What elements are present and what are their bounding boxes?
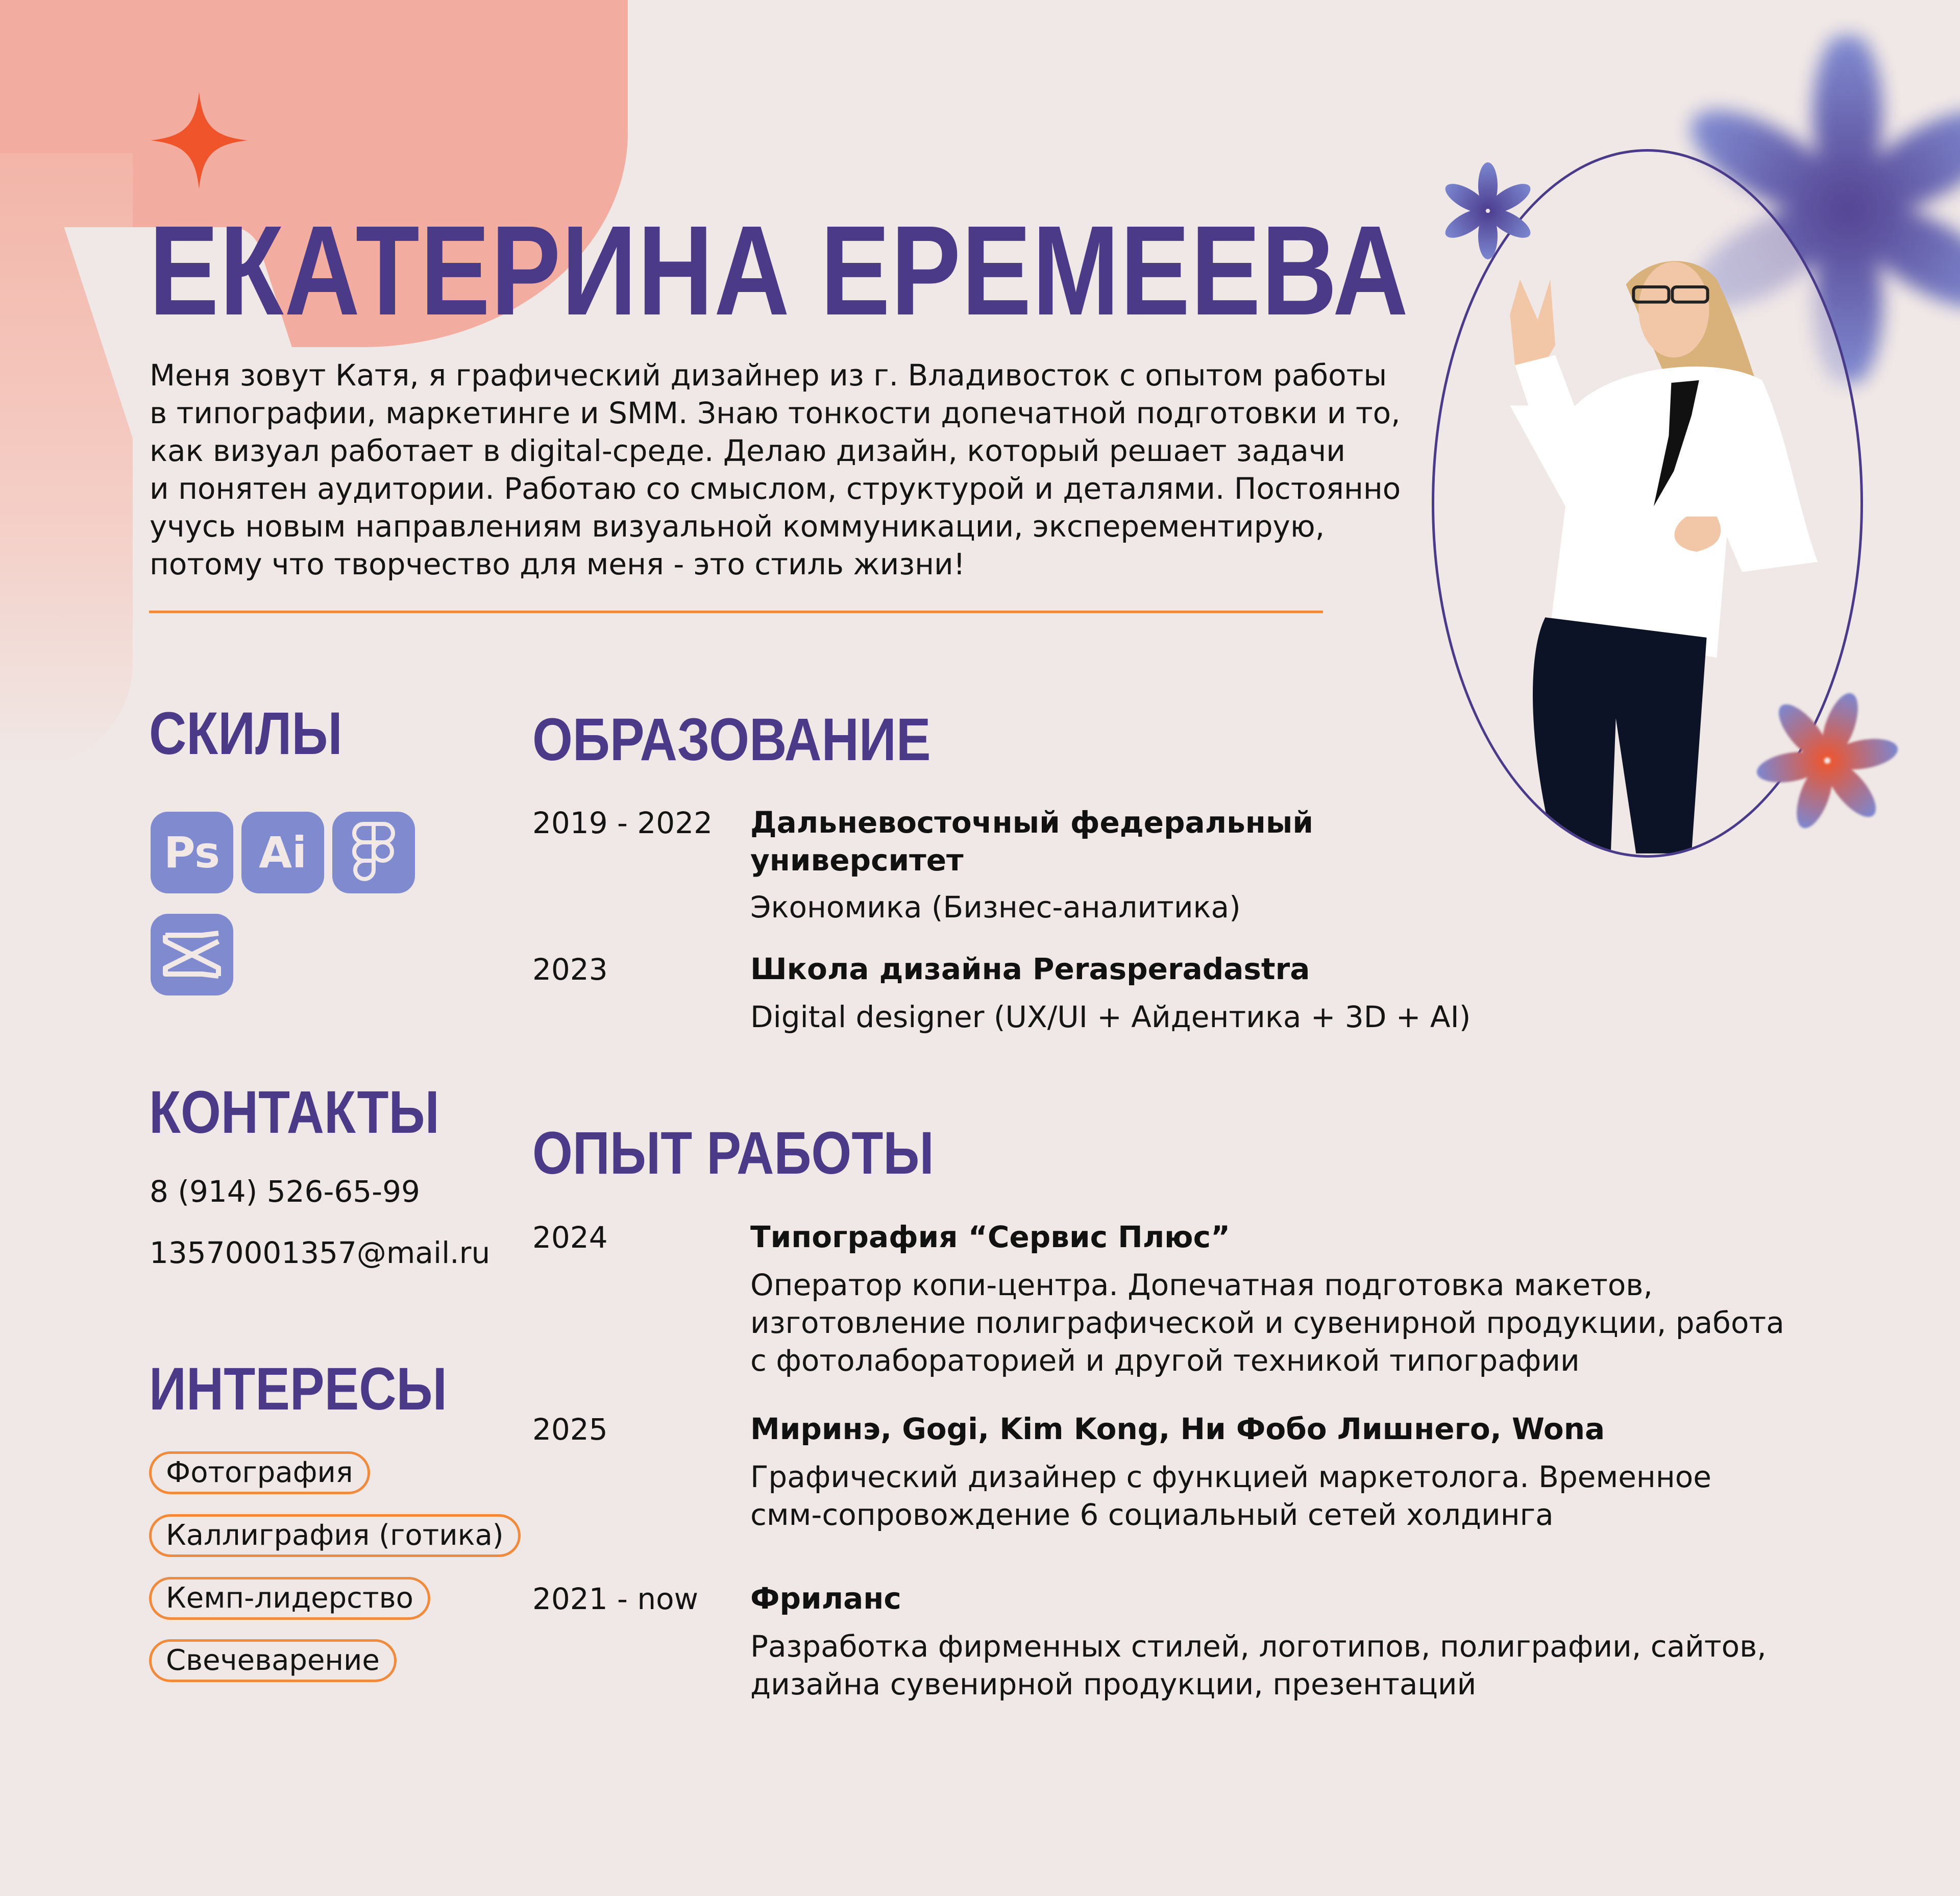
about-line: как визуал работает в digital-среде. Делаю дизайн, который решает задачи — [150, 433, 1345, 468]
candidate-name: ЕКАТЕРИНА ЕРЕМЕЕВА — [149, 199, 1409, 342]
orange-flower-icon — [1756, 684, 1899, 837]
education-years: 2019 - 2022 — [532, 806, 713, 840]
skills-title: СКИЛЫ — [149, 700, 342, 767]
interests-title: ИНТЕРЕСЫ — [149, 1355, 447, 1423]
education-program: Экономика (Бизнес-аналитика) — [750, 890, 1241, 925]
experience-description: Графический дизайнер с функцией маркетолога. Временное смм-сопровождение 6 социальный сетей холдинга — [750, 1460, 1711, 1532]
experience-company: Миринэ, Gogi, Kim Kong, Ни Фобо Лишнего, Wona — [750, 1412, 1605, 1446]
photoshop-icon: Ps — [151, 812, 233, 893]
about-line: потому что творчество для меня - это стиль жизни! — [150, 547, 965, 581]
about-line: Меня зовут Катя, я графический дизайнер из г. Владивосток с опытом работы — [150, 358, 1387, 393]
experience-description: Оператор копи-центра. Допечатная подготовка макетов, изготовление полиграфической и сувенирной продукции, работа с фотолабораторией и другой техникой типографии — [750, 1268, 1784, 1378]
illustrator-icon: Ai — [241, 812, 324, 893]
about-line: учусь новым направлениям визуальной коммуникации, эксперементирую, — [150, 509, 1325, 544]
interest-tag: Каллиграфия (готика) — [149, 1514, 521, 1557]
flower-icon — [1439, 162, 1536, 259]
experience-title: ОПЫТ РАБОТЫ — [532, 1120, 934, 1187]
about-line: и понятен аудитории. Работаю со смыслом, структурой и деталями. Постоянно — [150, 471, 1401, 506]
sparkle-icon — [151, 92, 248, 189]
education-institution: Школа дизайна Perasperadastra — [750, 952, 1310, 986]
figma-icon — [332, 812, 415, 893]
experience-years: 2025 — [532, 1412, 608, 1447]
capcut-icon — [151, 914, 233, 995]
email-address[interactable]: 13570001357@mail.ru — [150, 1235, 491, 1270]
section-divider — [149, 611, 1323, 613]
skills-list — [151, 812, 426, 1016]
contacts-title: КОНТАКТЫ — [149, 1079, 439, 1146]
about-paragraph — [150, 356, 1426, 583]
experience-company: Типография “Сервис Плюс” — [750, 1220, 1231, 1254]
experience-description: Разработка фирменных стилей, логотипов, полиграфии, сайтов, дизайна сувенирной продукции, презентаций — [750, 1629, 1767, 1701]
interest-tag: Фотография — [149, 1451, 370, 1494]
interest-tag: Свечеварение — [149, 1639, 397, 1682]
education-title: ОБРАЗОВАНИЕ — [532, 706, 931, 773]
experience-years: 2024 — [532, 1220, 608, 1255]
education-program: Digital designer (UX/UI + Айдентика + 3D + AI) — [750, 1000, 1471, 1034]
experience-years: 2021 - now — [532, 1582, 699, 1616]
experience-company: Фриланс — [750, 1581, 901, 1616]
interest-tag: Кемп-лидерство — [149, 1577, 430, 1620]
education-institution: Дальневосточный федеральный университет — [750, 805, 1313, 878]
phone-number[interactable]: 8 (914) 526-65-99 — [150, 1174, 420, 1209]
education-years: 2023 — [532, 952, 608, 987]
about-line: в типографии, маркетинге и SMM. Знаю тонкости допечатной подготовки и то, — [150, 396, 1401, 430]
